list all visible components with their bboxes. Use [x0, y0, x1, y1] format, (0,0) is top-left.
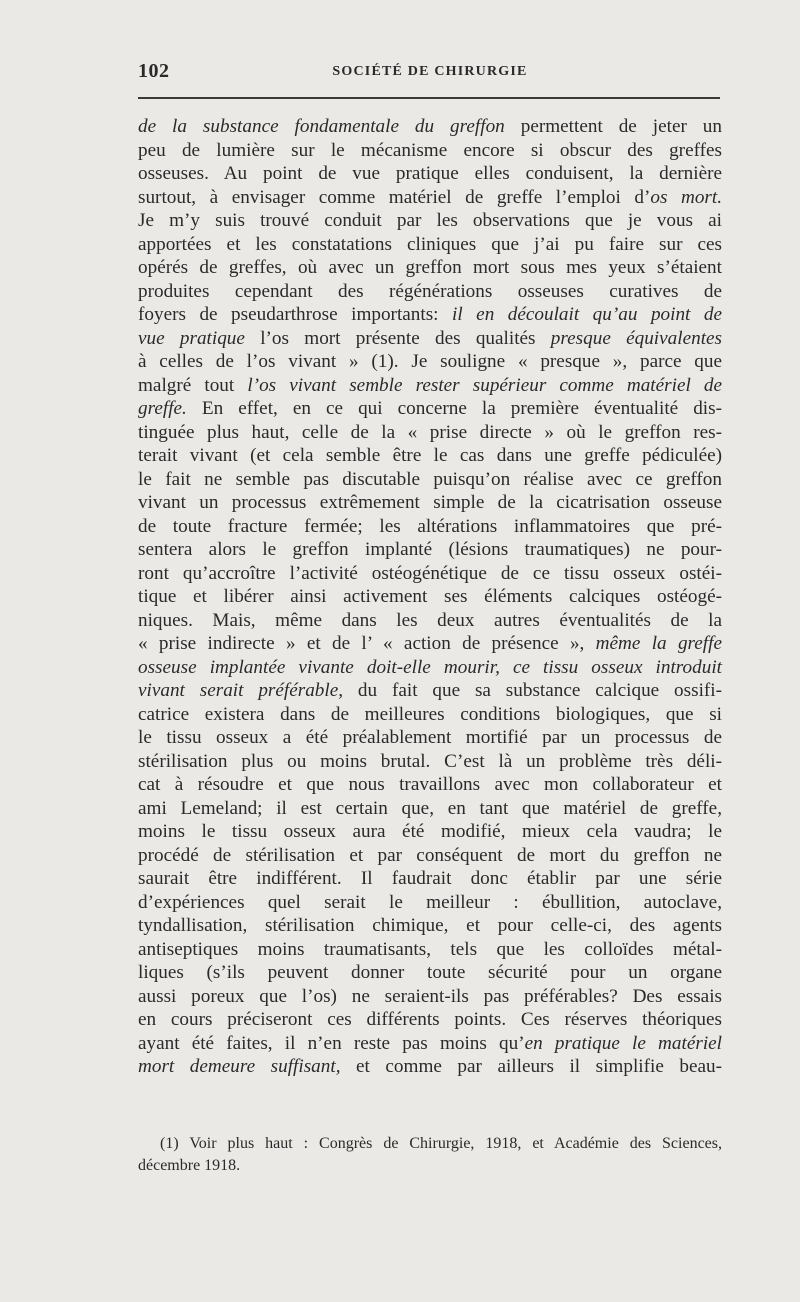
text-segment: procédé de stérilisation et par conséquent de mort du greffon ne	[138, 844, 722, 866]
text-line	[138, 750, 722, 774]
text-segment: Je m’y suis trouvé conduit par les observations que je vous ai	[138, 210, 722, 231]
text-segment: « prise indirecte » et de l’ « action de présence »,	[138, 633, 596, 654]
text-line	[138, 491, 722, 515]
text-line	[138, 515, 722, 539]
text-segment: tinguée plus haut, celle de la « prise directe » où le greffon res-	[138, 421, 722, 443]
text-segment: le tissu osseux a été préalablement mortifié par un processus de	[138, 727, 722, 748]
text-segment: En effet, en ce qui concerne la première éventualité dis-	[186, 398, 722, 419]
text-line	[138, 421, 722, 445]
text-segment: de toute fracture fermée; les altérations inflammatoires que pré-	[138, 515, 722, 537]
text-line	[138, 1008, 722, 1032]
text-line	[138, 444, 722, 468]
text-segment: ayant été faites, il n’en reste pas moins qu’	[138, 1032, 525, 1054]
italic-segment: osseuse implantée vivante doit-elle mourir, ce tissu osseux introduit	[138, 656, 722, 678]
text-line	[138, 867, 722, 891]
footnotes	[138, 1133, 722, 1177]
italic-segment: l’os vivant semble rester supérieur comme matériel de	[247, 374, 723, 396]
text-line	[138, 656, 722, 680]
text-line	[138, 609, 722, 633]
text-line	[138, 186, 722, 210]
text-line	[138, 726, 722, 750]
text-line	[138, 327, 722, 351]
text-line	[138, 162, 722, 186]
text-segment: produites cependant des régénérations osseuses curatives de	[138, 280, 722, 302]
italic-segment: de la substance fondamentale du greffon	[138, 116, 505, 137]
text-line	[138, 209, 722, 233]
text-line	[138, 797, 722, 821]
text-segment: et comme par ailleurs il simplifie beau-	[340, 1056, 722, 1077]
italic-segment: en pratique le matériel	[524, 1032, 722, 1054]
text-segment: osseuses. Au point de vue pratique elles conduisent, la dernière	[138, 163, 722, 184]
text-line	[138, 562, 722, 586]
italic-segment: os mort.	[650, 186, 723, 208]
text-line	[138, 585, 722, 609]
text-line	[138, 820, 722, 844]
text-segment: liques (s’ils peuvent donner toute sécurité pour un organe	[138, 962, 722, 983]
text-line	[138, 115, 722, 139]
text-segment: tique et libérer ainsi activement ses éléments calciques ostéogé-	[138, 586, 722, 607]
text-segment: aussi poreux que l’os) ne seraient-ils pas préférables? Des essais	[138, 985, 722, 1007]
text-line	[138, 280, 722, 304]
text-segment: permettent de jeter un	[504, 116, 722, 137]
italic-segment: vivant serait préférable,	[138, 680, 344, 701]
italic-segment: presque équivalentes	[550, 327, 723, 349]
text-segment: terait vivant (et cela semble être le cas dans une greffe pédiculée)	[138, 445, 722, 466]
italic-segment: vue pratique	[138, 327, 245, 349]
text-segment: moins le tissu osseux aura été modifié, mieux cela vaudra; le	[138, 821, 722, 842]
text-line	[138, 538, 722, 562]
italic-segment: il en découlait qu’au point de	[452, 304, 722, 325]
text-line	[138, 938, 722, 962]
text-segment: malgré tout	[138, 374, 248, 396]
text-segment: opérés de greffes, où avec un greffon mort sous mes yeux s’étaient	[138, 257, 722, 278]
text-line	[138, 703, 722, 727]
text-line	[138, 1055, 722, 1079]
text-segment: sentera alors le greffon implanté (lésions traumatiques) ne pour-	[138, 539, 722, 560]
text-segment: catrice existera dans de meilleures conditions biologiques, que si	[138, 703, 722, 725]
text-segment: antiseptiques moins traumatisants, tels que les colloïdes métal-	[138, 938, 722, 960]
italic-segment: même la greffe	[595, 633, 722, 654]
text-line	[138, 773, 722, 797]
text-segment: du fait que sa substance calcique ossifi-	[343, 680, 723, 701]
text-segment: ront qu’accroître l’activité ostéogénétique de ce tissu osseux ostéi-	[138, 562, 722, 584]
text-line	[138, 679, 722, 703]
text-segment: tyndallisation, stérilisation chimique, et pour celle-ci, des agents	[138, 915, 722, 936]
text-segment: foyers de pseudarthrose importants:	[138, 304, 453, 325]
text-segment: saurait être indifférent. Il faudrait donc établir par une série	[138, 868, 722, 889]
text-segment: niques. Mais, même dans les deux autres éventualités de la	[138, 609, 722, 631]
text-line	[138, 233, 722, 257]
text-segment: à celles de l’os vivant » (1). Je souligne « presque », parce que	[138, 351, 722, 372]
footnote-1-continuation: décembre 1918.	[138, 1157, 241, 1174]
text-segment: cat à résoudre et que nous travaillons avec mon collaborateur et	[138, 774, 722, 795]
text-segment: ami Lemeland; il est certain que, en tant que matériel de greffe,	[138, 797, 722, 819]
text-segment: le fait ne semble pas discutable puisqu’on réalise avec ce greffon	[138, 468, 722, 490]
text-line	[138, 397, 722, 421]
text-segment: apportées et les constatations cliniques que j’ai pu faire sur ces	[138, 233, 722, 255]
text-line	[138, 374, 722, 398]
body-text	[138, 115, 722, 1079]
text-line	[138, 891, 722, 915]
text-line	[138, 468, 722, 492]
text-line	[138, 632, 722, 656]
page-number: 102	[138, 60, 170, 82]
text-line	[138, 844, 722, 868]
text-line	[138, 914, 722, 938]
text-line	[138, 139, 722, 163]
footnote-1: (1) Voir plus haut : Congrès de Chirurgie, 1918, et Académie des Sciences,	[160, 1135, 722, 1152]
running-head: SOCIÉTÉ DE CHIRURGIE	[332, 64, 528, 79]
header-rule	[138, 97, 720, 99]
text-segment: stérilisation plus ou moins brutal. C’est là un problème très déli-	[138, 750, 722, 772]
text-segment: l’os mort présente des qualités	[244, 327, 551, 349]
text-line	[138, 1032, 722, 1056]
text-line	[138, 961, 722, 985]
text-line	[138, 350, 722, 374]
text-segment: vivant un processus extrêmement simple de la cicatrisation osseuse	[138, 492, 722, 513]
italic-segment: greffe.	[138, 398, 187, 419]
text-segment: en cours préciseront ces différents points. Ces réserves théoriques	[138, 1009, 722, 1030]
italic-segment: mort demeure suffisant,	[138, 1056, 341, 1077]
text-line	[138, 256, 722, 280]
page-header	[138, 60, 722, 86]
text-segment: surtout, à envisager comme matériel de greffe l’emploi d’	[138, 186, 651, 208]
text-segment: d’expériences quel serait le meilleur : ébullition, autoclave,	[138, 891, 722, 913]
text-segment: peu de lumière sur le mécanisme encore si obscur des greffes	[138, 139, 722, 161]
text-line	[138, 303, 722, 327]
text-line	[138, 985, 722, 1009]
